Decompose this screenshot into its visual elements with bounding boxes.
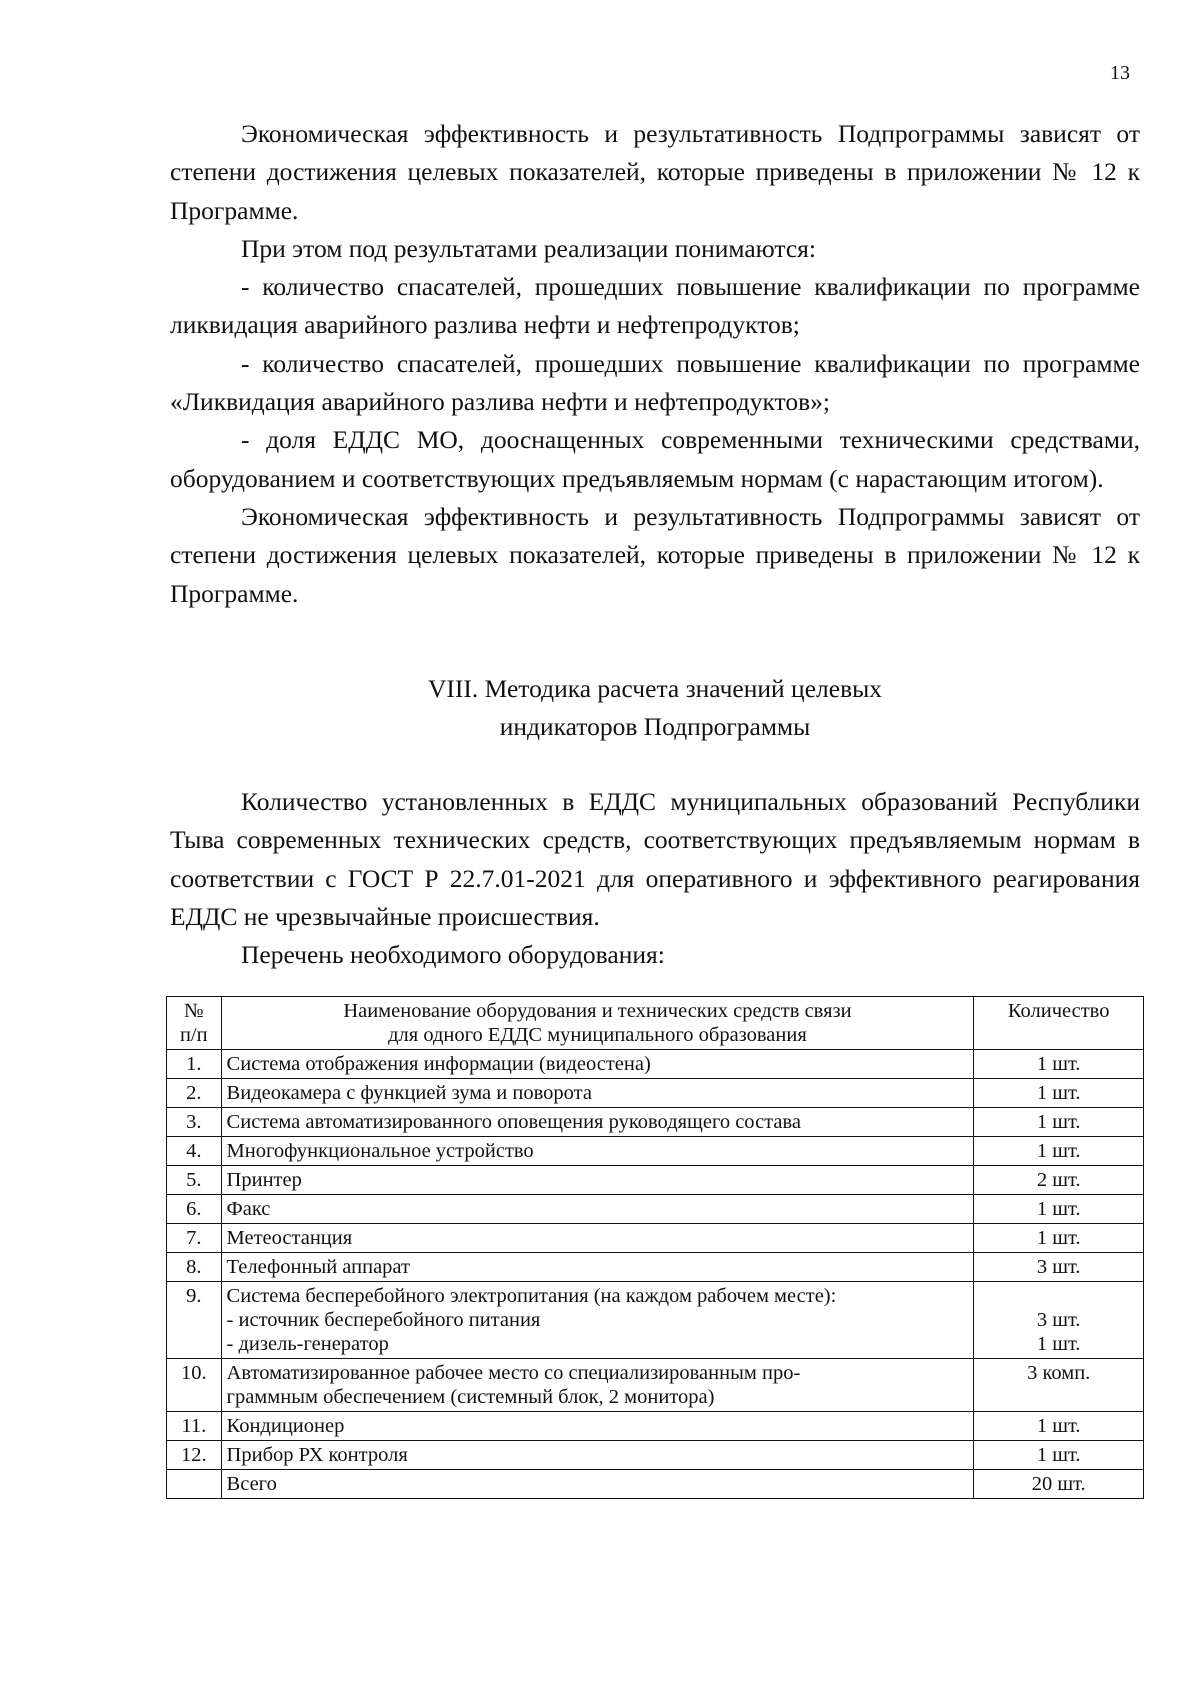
row-num: 1. [167, 1050, 222, 1079]
total-qty: 20 шт. [974, 1470, 1144, 1499]
row-name: Прибор РХ контроля [221, 1441, 974, 1470]
table-header-row [167, 997, 1144, 1050]
row-num: 5. [167, 1166, 222, 1195]
row-num: 3. [167, 1108, 222, 1137]
row-name: Система автоматизированного оповещения руководящего состава [221, 1108, 974, 1137]
row-name: Телефонный аппарат [221, 1253, 974, 1282]
row-num: 7. [167, 1224, 222, 1253]
table-row [167, 1282, 1144, 1359]
total-label: Всего [221, 1470, 974, 1499]
table-row [167, 1079, 1144, 1108]
paragraph: Экономическая эффективность и результативность Подпрограммы зависят от степени достижения целевых показателей, которые приведены в приложении № 12 к Программе. [170, 119, 1140, 225]
equipment-table [166, 996, 1144, 1499]
row-qty: 3 шт. [974, 1253, 1144, 1282]
row-name [221, 1282, 974, 1359]
row-qty: 1 шт. [974, 1441, 1144, 1470]
row-qty: 1 шт. [974, 1108, 1144, 1137]
table-row [167, 1224, 1144, 1253]
row-qty [974, 1282, 1144, 1359]
row-name-line: - источник бесперебойного питания [226, 1309, 541, 1331]
row-num: 10. [167, 1359, 222, 1412]
row-num: 6. [167, 1195, 222, 1224]
row-qty-line: 1 шт. [1036, 1333, 1081, 1355]
table-row [167, 1108, 1144, 1137]
row-name: Принтер [221, 1166, 974, 1195]
table-row [167, 1253, 1144, 1282]
header-num [167, 997, 222, 1050]
section-text [170, 783, 1140, 974]
row-name: Кондиционер [221, 1412, 974, 1441]
row-name: Видеокамера с функцией зума и поворота [221, 1079, 974, 1108]
table-row [167, 1050, 1144, 1079]
row-qty: 1 шт. [974, 1050, 1144, 1079]
section-heading [170, 670, 1140, 747]
row-qty: 1 шт. [974, 1224, 1144, 1253]
header-num-line: п/п [179, 1024, 208, 1046]
row-num: 4. [167, 1137, 222, 1166]
section-heading-line: VIII. Методика расчета значений целевых [427, 674, 882, 703]
paragraph: - количество спасателей, прошедших повышение квалификации по программе «Ликвидация аварийного разлива нефти и нефтепродуктов»; [170, 348, 1140, 417]
row-name-line: Автоматизированное рабочее место со специализированным про- [226, 1362, 801, 1384]
header-name-line: для одного ЕДДС муниципального образования [388, 1024, 807, 1046]
header-num-line: № [183, 1000, 204, 1022]
table-total-row [167, 1470, 1144, 1499]
row-qty-line: 3 шт. [1036, 1309, 1081, 1331]
header-name [221, 997, 974, 1050]
row-name: Многофункциональное устройство [221, 1137, 974, 1166]
row-name: Факс [221, 1195, 974, 1224]
row-name-line: граммным обеспечением (системный блок, 2 монитора) [226, 1386, 715, 1408]
paragraph: - доля ЕДДС МО, дооснащенных современными техническими средствами, оборудованием и соответствующих предъявляемым нормам (с нарастающим итогом). [170, 425, 1140, 493]
row-qty: 1 шт. [974, 1137, 1144, 1166]
paragraph: Экономическая эффективность и результативность Подпрограммы зависят от степени достижения целевых показателей, которые приведены в приложении № 12 к Программе. [170, 501, 1140, 608]
row-num: 11. [167, 1412, 222, 1441]
row-name: Метеостанция [221, 1224, 974, 1253]
row-name: Система отображения информации (видеостена) [221, 1050, 974, 1079]
row-qty: 1 шт. [974, 1195, 1144, 1224]
table-row [167, 1137, 1144, 1166]
row-name-line: - дизель-генератор [226, 1333, 389, 1355]
section-heading-line: индикаторов Подпрограммы [499, 712, 811, 742]
table-row [167, 1441, 1144, 1470]
page-number: 13 [1110, 62, 1130, 84]
paragraph: - количество спасателей, прошедших повышение квалификации по программе ликвидация аварийного разлива нефти и нефтепродуктов; [170, 272, 1140, 340]
table-row [167, 1359, 1144, 1412]
intro-text [170, 115, 1140, 613]
row-num: 8. [167, 1253, 222, 1282]
header-qty: Количество [974, 997, 1144, 1050]
paragraph: При этом под результатами реализации понимаются: [241, 233, 816, 263]
row-num: 2. [167, 1079, 222, 1108]
row-qty: 1 шт. [974, 1412, 1144, 1441]
row-name-line: Система бесперебойного электропитания (на каждом рабочем месте): [226, 1285, 837, 1307]
row-qty: 3 комп. [974, 1359, 1144, 1412]
table-row [167, 1412, 1144, 1441]
paragraph: Перечень необходимого оборудования: [241, 940, 665, 970]
row-num: 9. [167, 1282, 222, 1359]
paragraph: Количество установленных в ЕДДС муниципальных образований Республики Тыва современных технических средств, соответствующих предъявляемым нормам в соответствии с ГОСТ Р 22.7.01-2021 для оперативного и эффективного реагирования ЕДДС не чрезвычайные происшествия. [170, 787, 1140, 931]
row-qty: 2 шт. [974, 1166, 1144, 1195]
header-name-line: Наименование оборудования и технических средств связи [343, 1000, 852, 1022]
row-name [221, 1359, 974, 1412]
row-qty-spacer [979, 1284, 1138, 1308]
table-row [167, 1195, 1144, 1224]
row-num: 12. [167, 1441, 222, 1470]
table-row [167, 1166, 1144, 1195]
row-qty: 1 шт. [974, 1079, 1144, 1108]
total-num-empty [167, 1470, 222, 1499]
